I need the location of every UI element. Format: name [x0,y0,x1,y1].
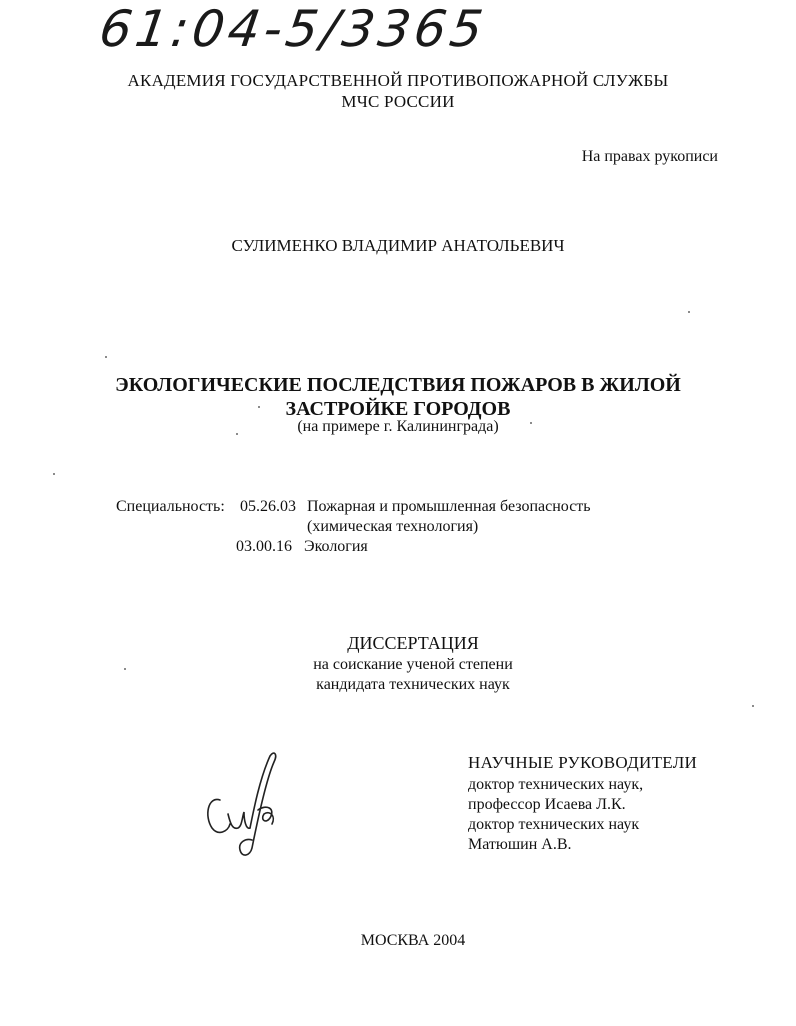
manuscript-note: На правах рукописи [581,148,718,165]
scan-speck [53,473,55,475]
supervisor-2-name: Матюшин А.В. [468,836,572,853]
specialty-name-1-detail: (химическая технология) [307,518,479,535]
dissertation-heading: ДИССЕРТАЦИЯ [347,633,479,653]
thesis-subtitle: (на примере г. Калининграда) [297,418,499,435]
degree-line-2: кандидата технических наук [316,676,510,693]
scan-speck [530,422,532,424]
scan-speck [124,668,126,670]
degree-line-1: на соискание ученой степени [313,656,513,673]
city-year: МОСКВА 2004 [360,932,466,949]
handwritten-registry-number: 61:04-5/3365 [95,0,491,58]
specialty-name-1: Пожарная и промышленная безопасность [307,498,591,515]
supervisor-1-name: профессор Исаева Л.К. [468,796,626,813]
specialty-code-2: 03.00.16 [236,538,292,555]
thesis-title-line1: ЭКОЛОГИЧЕСКИЕ ПОСЛЕДСТВИЯ ПОЖАРОВ В ЖИЛОЙ [115,374,681,396]
organization-ministry: МЧС РОССИИ [341,92,455,111]
specialty-label: Специальность: [116,498,225,515]
supervisors-heading: НАУЧНЫЕ РУКОВОДИТЕЛИ [468,753,698,772]
author-name: СУЛИМЕНКО ВЛАДИМИР АНАТОЛЬЕВИЧ [231,236,565,255]
scan-speck [105,356,107,358]
scan-speck [236,433,238,435]
supervisor-1-degree: доктор технических наук, [468,776,644,793]
organization-name: АКАДЕМИЯ ГОСУДАРСТВЕННОЙ ПРОТИВОПОЖАРНОЙ СЛУЖБЫ [127,71,669,90]
scan-speck [688,311,690,313]
author-signature [200,748,290,858]
specialty-code-1: 05.26.03 [240,498,296,515]
scan-speck [752,705,754,707]
supervisor-2-degree: доктор технических наук [468,816,640,833]
thesis-title-line2: ЗАСТРОЙКЕ ГОРОДОВ [285,398,511,420]
specialty-name-2: Экология [304,538,368,555]
scan-speck [258,406,260,408]
